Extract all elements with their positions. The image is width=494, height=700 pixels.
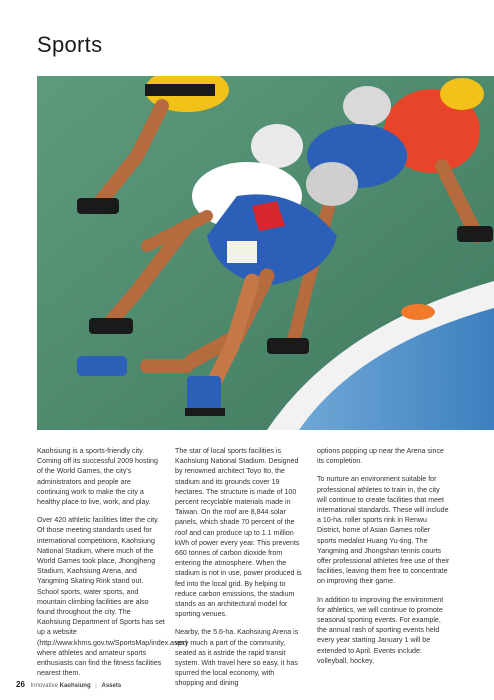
paragraph: The star of local sports facilities is Kaohsiung National Stadium. Designed by renowned architect Toyo Ito, the stadium and its grounds cover 19 hectares. The structure is made of 100 percent recyclable materials made in Taiwan. On the roof are 8,844 solar panels, which shade 70 percent of the roof and can produce up to 1.1 million kWh of power every year. This prevents 660 tonnes of carbon dioxide from entering the atmosphere. When the stadium is not in use, power produced is fed into the local grid. By helping to reduce carbon emissions, the stadium stands as an architectural model for sporting venues. — [175, 447, 302, 619]
paragraph: options popping up near the Arena since its completion. — [317, 447, 444, 466]
article-column-2 — [175, 446, 303, 697]
footer-prefix: Innovative — [30, 683, 58, 689]
page-title: Sports — [37, 32, 103, 57]
footer-separator: | — [95, 683, 97, 689]
page-number: 26 — [16, 680, 25, 689]
paragraph: In addition to improving the environment for athletics, we will continue to promote seasonal sporting events. For example, the annual rash of sporting events held every year starting January 1 will be extended to April. Events include: volleyball, hockey, — [317, 595, 444, 665]
footer-brand: Kaohsiung — [59, 683, 91, 689]
paragraph: Nearby, the 5.6-ha. Kaohsiung Arena is very much a part of the community, seated as it astride the rapid transit system. With travel here so easy, it has spurred the local economy, with shopping and dining — [175, 628, 299, 688]
paragraph: To nurture an environment suitable for professional athletes to train in, the city will continue to create facilities that meet international standards. These will include a 10-ha. roller sports rink in Renwu District, home of Asian Games roller sports medalist Huang Yu-ting. The Yangming and Jhongshan tennis courts offer professional athletes free use of their facilities, leaving them free to concentrate on improving their game. — [317, 475, 450, 586]
article-column-1 — [37, 446, 188, 686]
paragraph: Kaohsiung is a sports-friendly city. Coming off its successful 2009 hosting of the World Games, the city's administrators and people are continuing work to make the city a healthy place to live, work, and play. — [37, 447, 158, 507]
skaters-photo — [37, 76, 494, 430]
paragraph: Over 420 athletic facilities litter the city. Of those meeting standards used for international competitions, Kaohsiung National Stadium, where much of the World Games took place, Jhongjheng Stadium, Kaohsiung Arena, and Yangming Skating Rink stand out. School sports, water sports, and mountain climbing facilities are also found throughout the city. The Kaohsiung Department of Sports has set up a website (http://www.khms.gov.tw/SportsMap/index.aspx) where athletes and amateur sports enthusiasts can find the fitness facilities nearest them. — [37, 516, 188, 678]
page-footer — [16, 680, 121, 689]
article-column-3 — [317, 446, 451, 674]
footer-section: Assets — [101, 683, 122, 689]
